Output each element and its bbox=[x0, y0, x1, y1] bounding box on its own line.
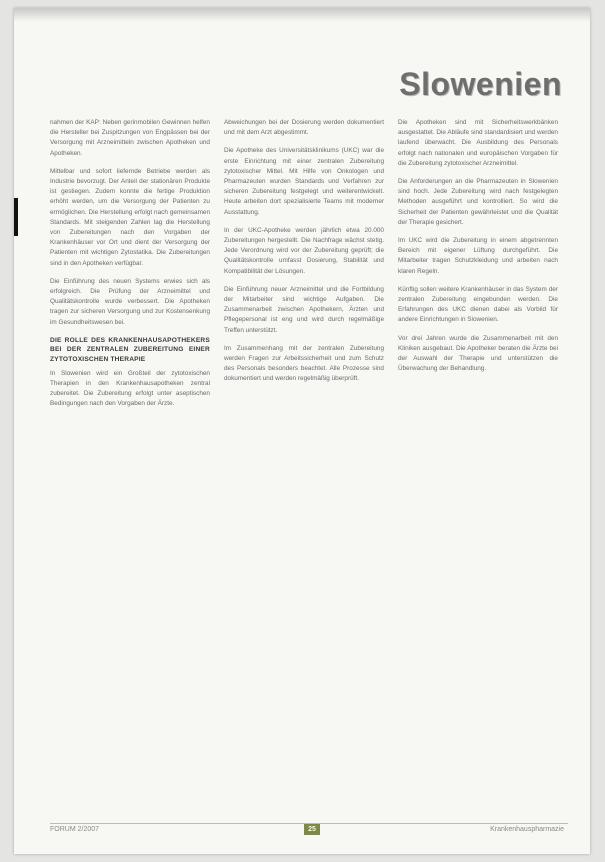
paragraph: Die Einführung neuer Arzneimittel und die Fortbildung der Mitarbeiter sind wichtige Aufgaben. Die Zusammenarbeit zwischen Apothekern, Ärzten und Pflegepersonal ist eng und wird durch regelmäßige Treffen unterstützt. bbox=[224, 285, 384, 334]
footer-publication: FORUM 2/2007 bbox=[50, 826, 100, 833]
paragraph: nahmen der KAP: Neben gerinmobilen Gewinnen helfen die Hersteller bei Zuspitzungen von Engpässen bei der Versorgung mit Arzneimitteln zwischen Apotheken und Apotheken. bbox=[50, 119, 210, 157]
paragraph: In der UKC-Apotheke werden jährlich etwa 20.000 Zubereitungen hergestellt. Die Nachfrage wächst stetig. Jede Verordnung wird vor der Zubereitung geprüft; die Qualitätskontrolle umfasst Dosierung, Stabilität und Kompatibilität der Lösungen. bbox=[224, 226, 384, 275]
scan-shadow bbox=[14, 8, 590, 22]
paragraph: Vor drei Jahren wurde die Zusammenarbeit mit den Kliniken ausgebaut. Die Apotheker beraten die Ärzte bei der Auswahl der Therapie und unterstützen die Überwachung der Behandlung. bbox=[398, 334, 558, 373]
paragraph: Die Anforderungen an die Pharmazeuten in Slowenien sind hoch. Jede Zubereitung wird nach festgelegten Methoden ausgeführt und kontrolliert. So wird die Sicherheit der Patienten gewährleistet und die Qualität der Therapie gesichert. bbox=[398, 178, 558, 226]
text-column-1 bbox=[50, 118, 210, 843]
paragraph: Im Zusammenhang mit der zentralen Zubereitung werden Fragen zur Arbeitssicherheit und zum Schutz des Personals besonders beachtet. Alle Prozesse sind dokumentiert und werden regelmäßig überprüft. bbox=[224, 344, 384, 383]
page-number: 25 bbox=[304, 824, 320, 835]
paragraph: Künftig sollen weitere Krankenhäuser in das System der zentralen Zubereitung eingebunden werden. Die Erfahrungen des UKC dienen dabei als Vorbild für andere Einrichtungen in Slowenien. bbox=[398, 285, 558, 324]
section-heading: DIE ROLLE DES KRANKENHAUSAPOTHEKERS BEI DER ZENTRALEN ZUBEREITUNG EINER ZYTOTOXISCHEN THERAPIE bbox=[50, 336, 210, 364]
text-column-2 bbox=[224, 118, 384, 843]
scan-edge-mark bbox=[14, 198, 18, 236]
paragraph: Die Apotheke des Universitätsklinikums (UKC) war die erste Einrichtung mit einer zentralen Zubereitung zytotoxischer Mittel. Mit Hilfe von Onkologen und Pharmazeuten wurden Standards und Verfahren zur sicheren Zubereitung festgelegt und weiterentwickelt. Heute arbeiten dort spezialisierte Teams mit moderner Ausstattung. bbox=[224, 147, 384, 216]
document-page bbox=[14, 8, 590, 854]
paragraph: Mittelbar und sofort liefernde Betriebe werden als Industrie bevorzugt. Der Anteil der stationären Produkte ist gestiegen. Zudem konnte die fertige Produktion erhöht werden, um die Versorgung der Patienten zu ermöglichen. Die Herstellung erfolgt nach gemeinsamen Standards. Mit steigenden Zahlen lag die Herstellung von Zubereitungen nach den Vorgaben der Krankenhäuser vor Ort und dient der Versorgung der Patienten mit wichtigen Zytostatika. Die Zubereitungen sind in den Apotheken verfügbar. bbox=[50, 167, 210, 267]
footer-section: Krankenhauspharmazie bbox=[490, 826, 564, 833]
paragraph: Die Einführung des neuen Systems erwies sich als erfolgreich. Die Prüfung der Arzneimittel und Qualitätskontrolle wurde verbessert. Die Apotheken tragen zur sicheren Versorgung und zur Kostensenkung im Gesundheitswesen bei. bbox=[50, 277, 210, 326]
paragraph: Die Apotheken sind mit Sicherheitswerkbänken ausgestattet. Die Abläufe sind standardisiert und werden laufend überwacht. Die Ausbildung des Personals erfolgt nach nationalen und europäischen Vorgaben für die Zubereitung zytotoxischer Arzneimittel. bbox=[398, 119, 558, 167]
paragraph: Im UKC wird die Zubereitung in einem abgetrennten Bereich mit eigener Lüftung durchgeführt. Die Mitarbeiter tragen Schutzkleidung und arbeiten nach klaren Regeln. bbox=[398, 237, 558, 275]
text-column-3 bbox=[398, 118, 558, 843]
paragraph: In Slowenien wird ein Großteil der zytotoxischen Therapien in den Krankenhausapotheken zentral zubereitet. Die Zubereitung erfolgt unter aseptischen Bedingungen nach den Vorgaben der Ärzte. bbox=[50, 369, 210, 408]
page-title: Slowenien bbox=[399, 66, 562, 102]
paragraph: Abweichungen bei der Dosierung werden dokumentiert und mit dem Arzt abgestimmt. bbox=[224, 119, 384, 137]
